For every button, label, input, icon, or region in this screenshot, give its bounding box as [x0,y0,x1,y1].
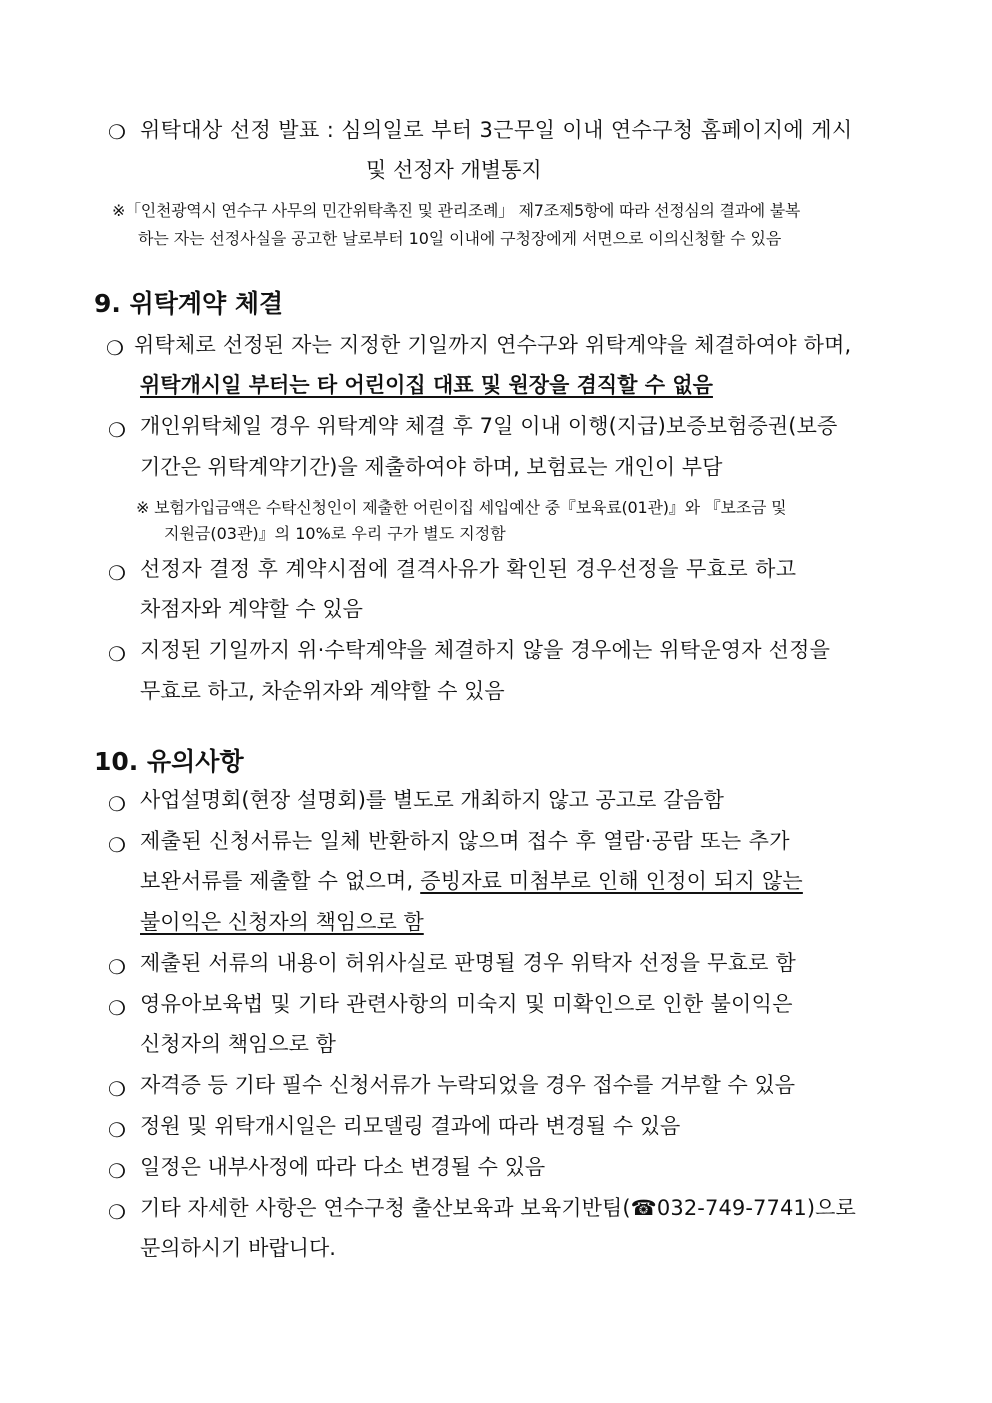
contract-item-1-cont: 위탁개시일 부터는 타 어린이집 대표 및 원장을 겸직할 수 없음 [140,373,713,397]
notice-item-2-cont2: 불이익은 신청자의 책임으로 함 [140,910,424,934]
contract-item-3-cont: 차점자와 계약할 수 있음 [140,597,363,621]
notice-item-7: 일정은 내부사정에 따라 다소 변경될 수 있음 [140,1155,546,1179]
notice-item-8: 기타 자세한 사항은 연수구청 출산보육과 보육기반팀(☎032-749-7741)으로 [140,1196,856,1220]
notice-item-5: 자격증 등 기타 필수 신청서류가 누락되었을 경우 접수를 거부할 수 있음 [140,1073,796,1097]
contract-item-1: 위탁체로 선정된 자는 지정한 기일까지 연수구와 위탁계약을 체결하여야 하며, [134,333,852,357]
notice-item-1: 사업설명회(현장 설명회)를 별도로 개최하지 않고 공고로 갈음함 [140,788,724,812]
bullet-icon: ❍ [108,561,126,585]
contract-item-4: 지정된 기일까지 위·수탁계약을 체결하지 않을 경우에는 위탁운영자 선정을 [140,638,831,662]
bullet-icon: ❍ [108,833,126,857]
notice-item-2-plain: 보완서류를 제출할 수 없으며, [140,869,421,893]
contract-item-3: 선정자 결정 후 계약시점에 결격사유가 확인된 경우선정을 무효로 하고 [140,557,797,581]
notice-item-2-underlined: 증빙자료 미첨부로 인해 인정이 되지 않는 [420,869,803,893]
contract-item-4-cont: 무효로 하고, 차순위자와 계약할 수 있음 [140,679,505,703]
notice-item-4-cont: 신청자의 책임으로 함 [140,1032,336,1056]
note-objection: ※「인천광역시 연수구 사무의 민간위탁촉진 및 관리조례」 제7조제5항에 따라 선정심의 결과에 불복 [112,201,801,220]
bullet-icon: ❍ [108,1200,126,1224]
section-10-heading: 10. 유의사항 [94,747,244,776]
notice-item-6: 정원 및 위탁개시일은 리모델링 결과에 따라 변경될 수 있음 [140,1114,681,1138]
bullet-icon: ❍ [108,792,126,816]
bullet-icon: ❍ [108,642,126,666]
notice-item-2: 제출된 신청서류는 일체 반환하지 않으며 접수 후 열람·공람 또는 추가 [140,829,790,853]
contract-item-2: 개인위탁체일 경우 위탁계약 체결 후 7일 이내 이행(지급)보증보험증권(보증 [140,414,838,438]
note-insurance-cont: 지원금(03관)』의 10%로 우리 구가 별도 지정함 [164,524,506,543]
contract-item-2-cont: 기간은 위탁계약기간)을 제출하여야 하며, 보험료는 개인이 부담 [140,455,723,479]
bullet-icon: ❍ [108,955,126,979]
bullet-icon: ❍ [108,1077,126,1101]
note-objection-cont: 하는 자는 선정사실을 공고한 날로부터 10일 이내에 구청장에게 서면으로 이의신청할 수 있음 [138,229,782,248]
bullet-icon: ❍ [108,996,126,1020]
bullet-icon: ❍ [108,1159,126,1183]
announcement-line: 위탁대상 선정 발표 : 심의일로 부터 3근무일 이내 연수구청 홈페이지에 게시 [140,118,853,142]
note-insurance: ※ 보험가입금액은 수탁신청인이 제출한 어린이집 세입예산 중『보육료(01관)』와 『보조금 및 [136,498,787,517]
bullet-icon: ❍ [106,336,124,360]
bullet-icon: ❍ [108,120,126,144]
bullet-icon: ❍ [108,1118,126,1142]
notice-item-4: 영유아보육법 및 기타 관련사항의 미숙지 및 미확인으로 인한 불이익은 [140,992,793,1016]
notice-item-2-cont [140,869,803,893]
notice-item-3: 제출된 서류의 내용이 허위사실로 판명될 경우 위탁자 선정을 무효로 함 [140,951,796,975]
announcement-line-cont: 및 선정자 개별통지 [366,158,542,182]
notice-item-8-cont: 문의하시기 바랍니다. [140,1236,336,1260]
section-9-heading: 9. 위탁계약 체결 [94,289,284,318]
bullet-icon: ❍ [108,418,126,442]
